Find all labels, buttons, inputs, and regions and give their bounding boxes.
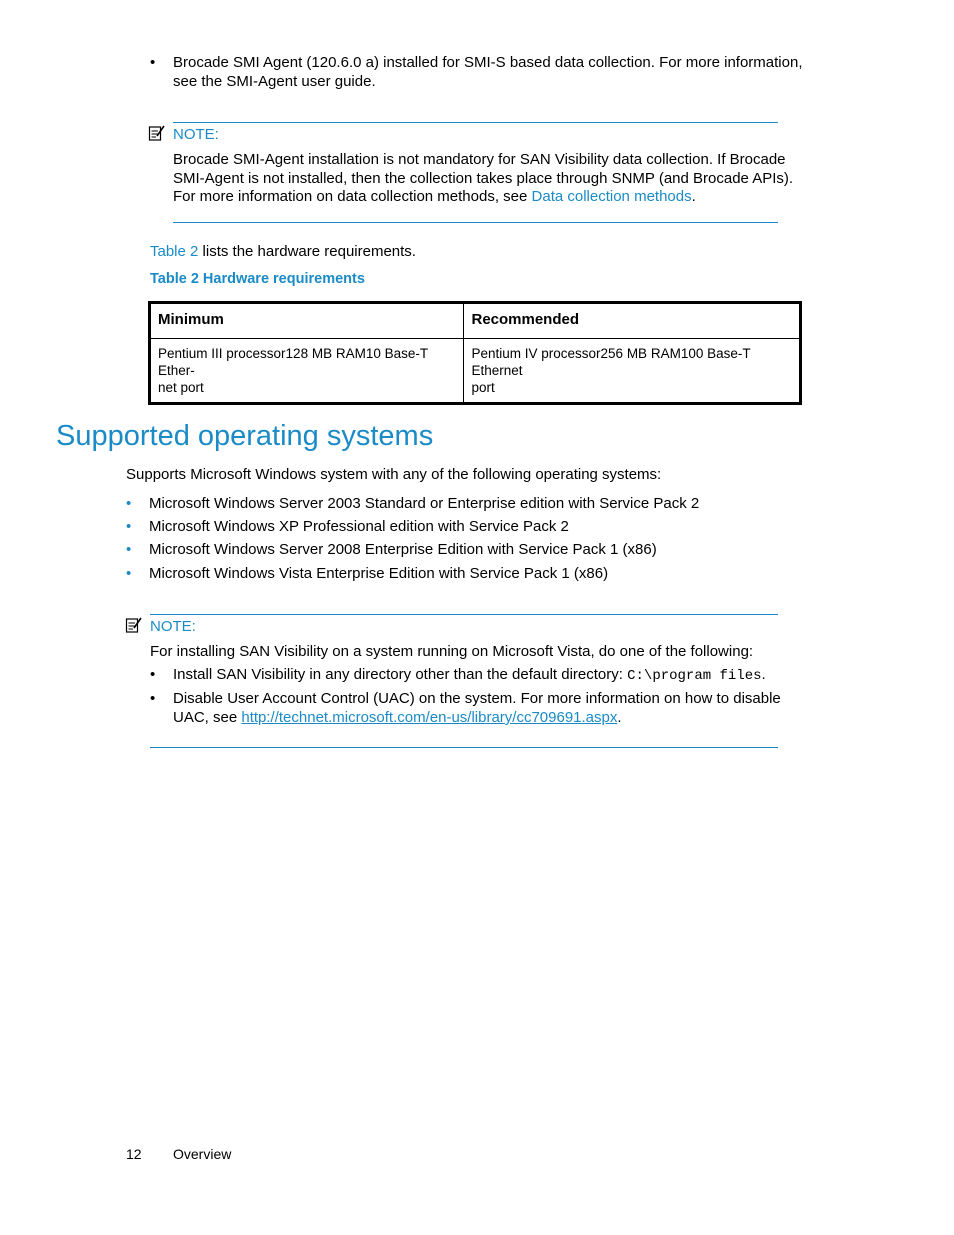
note1-label: NOTE: — [173, 126, 219, 143]
cell-minimum — [150, 339, 464, 404]
section-intro: Supports Microsoft Windows system with any of the following operating systems: — [126, 466, 662, 483]
cell-recommended-line2: port — [471, 380, 495, 395]
note2-label: NOTE: — [150, 618, 196, 635]
header-recommended: Recommended — [464, 303, 801, 339]
note1-top-rule — [173, 122, 778, 123]
note-pad-icon — [125, 616, 143, 634]
note2-bullet1-prefix: Install SAN Visibility in any directory other than the default directory: — [173, 666, 628, 683]
list-bullet: • — [126, 495, 132, 512]
note2-bullet1 — [173, 666, 766, 686]
bullet-marker: • — [150, 666, 156, 683]
note2-bullet2-line1: Disable User Account Control (UAC) on the system. For more information on how to disable — [173, 690, 781, 707]
footer-section-name: Overview — [173, 1146, 232, 1162]
page-number: 12 — [126, 1146, 142, 1162]
technet-link[interactable]: http://technet.microsoft.com/en-us/library/cc709691.aspx — [241, 709, 618, 726]
table-caption: Table 2 Hardware requirements — [150, 271, 365, 287]
table2-link[interactable]: Table 2 — [150, 243, 199, 260]
bullet-marker: • — [150, 54, 156, 71]
note2-intro: For installing SAN Visibility on a system running on Microsoft Vista, do one of the following: — [150, 643, 754, 660]
note1-line3-prefix: For more information on data collection methods, see — [173, 188, 532, 205]
note2-bullet1-suffix: . — [761, 666, 766, 683]
section-title: Supported operating systems — [56, 420, 434, 452]
cell-minimum-line1: Pentium III processor128 MB RAM10 Base-T Ether- — [158, 346, 428, 378]
header-minimum: Minimum — [150, 303, 464, 339]
list-item: Microsoft Windows Server 2003 Standard or Enterprise edition with Service Pack 2 — [149, 495, 700, 512]
table-header-row — [150, 303, 801, 339]
data-collection-methods-link[interactable]: Data collection methods — [531, 188, 692, 205]
note2-bottom-rule — [150, 747, 778, 748]
table-row — [150, 339, 801, 404]
top-bullet-line2: see the SMI-Agent user guide. — [173, 73, 376, 90]
list-item: Microsoft Windows Server 2008 Enterprise Edition with Service Pack 1 (x86) — [149, 541, 657, 558]
cell-recommended — [464, 339, 801, 404]
default-directory-code: C:\program files — [627, 668, 762, 684]
cell-minimum-line2: net port — [158, 380, 204, 395]
cell-recommended-line1: Pentium IV processor256 MB RAM100 Base-T Ethernet — [471, 346, 751, 378]
table-intro — [150, 243, 416, 262]
top-bullet-line1: Brocade SMI Agent (120.6.0 a) installed for SMI-S based data collection. For more information, — [173, 54, 803, 71]
note1-line1: Brocade SMI-Agent installation is not mandatory for SAN Visibility data collection. If Brocade — [173, 151, 786, 168]
note2-bullet2-prefix: UAC, see — [173, 709, 242, 726]
note2-bullet2-line2 — [173, 709, 622, 728]
note2-bullet2-suffix: . — [617, 709, 622, 726]
list-bullet: • — [126, 541, 132, 558]
table-intro-text: lists the hardware requirements. — [198, 243, 416, 260]
note-pad-icon — [148, 124, 166, 142]
bullet-marker: • — [150, 690, 156, 707]
list-bullet: • — [126, 518, 132, 535]
list-item: Microsoft Windows Vista Enterprise Edition with Service Pack 1 (x86) — [149, 565, 609, 582]
list-item: Microsoft Windows XP Professional edition with Service Pack 2 — [149, 518, 569, 535]
note1-line3 — [173, 188, 696, 207]
list-bullet: • — [126, 565, 132, 582]
hardware-requirements-table — [148, 301, 802, 405]
note1-bottom-rule — [173, 222, 778, 223]
note2-top-rule — [150, 614, 778, 615]
note1-line3-suffix: . — [691, 188, 696, 205]
note1-line2: SMI-Agent is not installed, then the collection takes place through SNMP (and Brocade APIs). — [173, 170, 794, 187]
